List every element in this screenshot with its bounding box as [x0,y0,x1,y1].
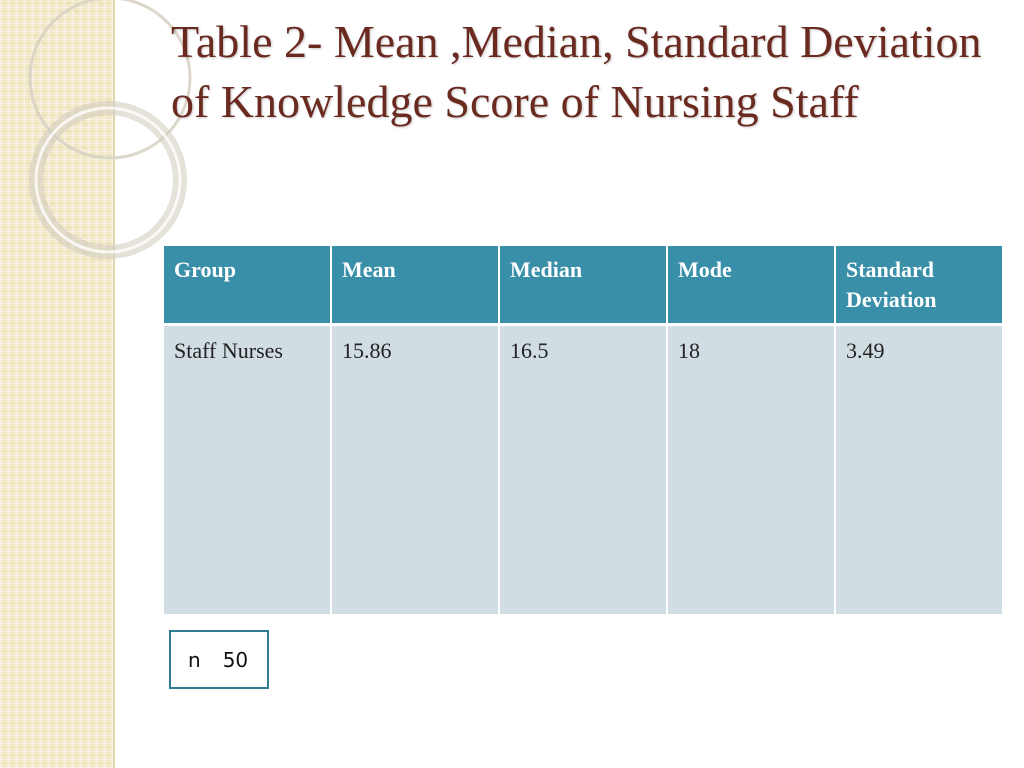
header-group: Group [164,246,330,326]
header-mode: Mode [668,246,834,326]
header-median: Median [500,246,666,326]
sample-size-label: n [188,647,201,672]
table-header-row [164,246,1002,326]
sample-size-value: 50 [222,647,249,672]
cell-standard-deviation: 3.49 [836,326,1002,614]
table-row [164,326,1002,614]
cell-mode: 18 [668,326,834,614]
knowledge-score-table [162,246,1004,614]
header-mean: Mean [332,246,498,326]
header-standard-deviation: Standard Deviation [836,246,1002,326]
slide-title: Table 2- Mean ,Median, Standard Deviation of Knowledge Score of Nursing Staff [171,16,982,127]
cell-group: Staff Nurses [164,326,330,614]
decorative-left-band [0,0,115,768]
cell-mean: 15.86 [332,326,498,614]
sample-size-box [169,630,269,689]
cell-median: 16.5 [500,326,666,614]
